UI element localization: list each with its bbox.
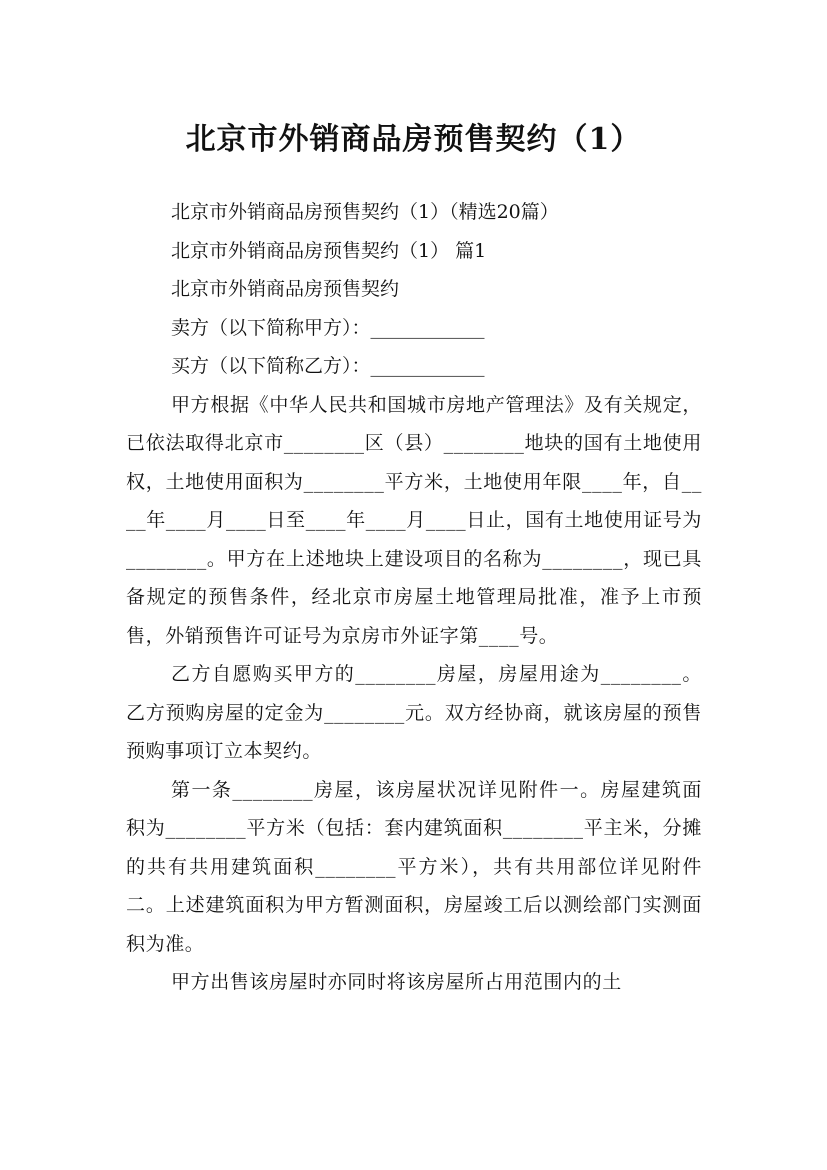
seller-line: 卖方（以下简称甲方）：____________ bbox=[171, 316, 485, 339]
contract-name-line: 北京市外销商品房预售契约 bbox=[171, 278, 400, 300]
document-body bbox=[126, 193, 702, 1002]
paragraph-article-one: 第一条________房屋，该房屋状况详见附件一。房屋建筑面积为________平方米（包括：套内建筑面积________平主米，分摊的共有共用建筑面积________平方米），共有共用部位详见附件二。上述建筑面积为甲方暂测面积，房屋竣工后以测绘部门实测面积为准。 bbox=[126, 778, 702, 955]
subtitle-line: 北京市外销商品房预售契约（1）（精选20篇） bbox=[171, 201, 559, 223]
section-heading: 北京市外销商品房预售契约（1） 篇1 bbox=[171, 239, 487, 262]
buyer-line: 买方（以下简称乙方）：____________ bbox=[171, 355, 485, 377]
paragraph-land-use: 甲方根据《中华人民共和国城市房地产管理法》及有关规定，已依法取得北京市________区（县）________地块的国有土地使用权，土地使用面积为________平方米，土地使用年限____年，自____年____月____日至____年____月____日止，国有土地使用证号为________。甲方在上述地块上建设项目的名称为________，现已具备规定的预售条件，经北京市房屋土地管理局批准，准予上市预售，外销预售许可证号为京房市外证字第____号。 bbox=[126, 393, 702, 647]
document-title: 北京市外销商品房预售契约（1） bbox=[185, 122, 642, 158]
paragraph-purchase: 乙方自愿购买甲方的________房屋，房屋用途为________。乙方预购房屋的定金为________元。双方经协商，就该房屋的预售预购事项订立本契约。 bbox=[126, 663, 702, 762]
paragraph-land-transfer: 甲方出售该房屋时亦同时将该房屋所占用范围内的土 bbox=[171, 971, 622, 993]
